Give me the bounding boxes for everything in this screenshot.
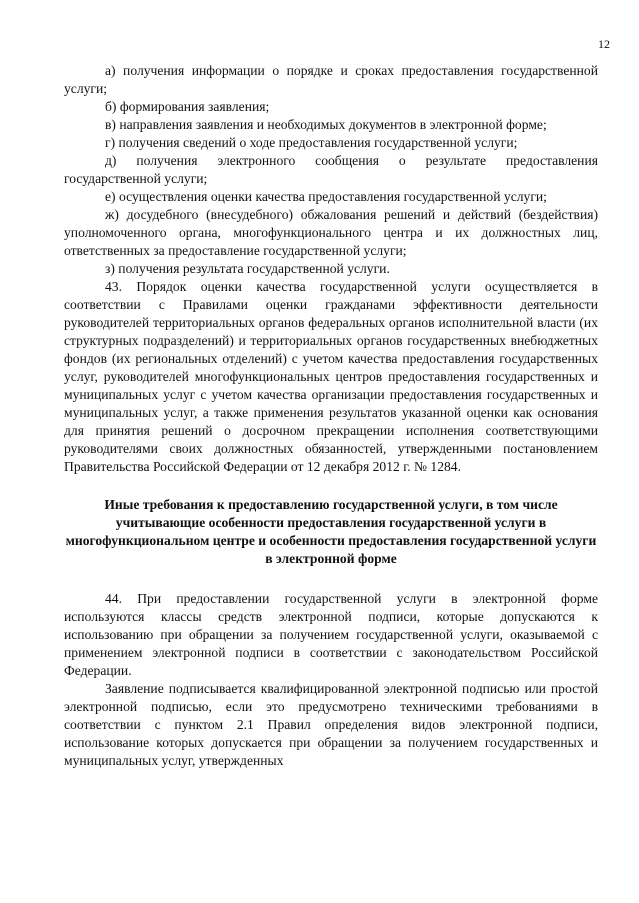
paragraph-a: а) получения информации о порядке и сроках предоставления государственной услуги; xyxy=(64,63,598,96)
paragraph-zh: ж) досудебного (внесудебного) обжалования решений и действий (бездействия) уполномоченного органа, многофункционального центра и их должностных лиц, ответственных за предоставление государственной услуги; xyxy=(64,207,598,258)
paragraph-v: в) направления заявления и необходимых документов в электронной форме; xyxy=(105,117,547,132)
paragraph-43: 43. Порядок оценки качества государственной услуги осуществляется в соответствии с Правилами оценки гражданами эффективности деятельности руководителей территориальных органов федеральных органов исполнительной власти (их структурных подразделений) и территориальных органов государственных внебюджетных фондов (их региональных отделений) с учетом качества предоставления государственных услуг, руководителей многофункциональных центров предоставления государственных и муниципальных услуг с учетом качества организации предоставления государственных и муниципальных услуг, а также применения результатов указанной оценки как основания для принятия решений о досрочном прекращении исполнения соответствующими руководителями своих должностных обязанностей, утвержденными постановлением Правительства Российской Федерации от 12 декабря 2012 г. № 1284. xyxy=(64,279,598,474)
paragraph-e: е) осуществления оценки качества предоставления государственной услуги; xyxy=(105,189,547,204)
paragraph-d: д) получения электронного сообщения о результате предоставления государственной услуги; xyxy=(64,153,598,186)
page-number: 12 xyxy=(598,37,610,51)
paragraph-44: 44. При предоставлении государственной услуги в электронной форме используются классы средств электронной подписи, которые допускаются к использованию при обращении за получением государственной услуги, оказываемой с применением электронной подписи в соответствии с законодательством Российской Федерации. xyxy=(64,591,598,678)
document-body xyxy=(64,62,598,770)
paragraph-signature: Заявление подписывается квалифицированной электронной подписью или простой электронной подписью, если это предусмотрено техническими требованиями в соответствии с пунктом 2.1 Правил определения видов электронной подписи, использование которых допускается при обращении за получением государственных и муниципальных услуг, утвержденных xyxy=(64,681,598,768)
paragraph-z: з) получения результата государственной услуги. xyxy=(105,261,390,276)
section-heading: Иные требования к предоставлению государственной услуги, в том числе учитывающие особенности предоставления государственной услуги в многофункциональном центре и особенности предоставления государственной услуги в электронной форме xyxy=(65,497,597,566)
paragraph-b: б) формирования заявления; xyxy=(105,99,270,114)
paragraph-g: г) получения сведений о ходе предоставления государственной услуги; xyxy=(105,135,518,150)
